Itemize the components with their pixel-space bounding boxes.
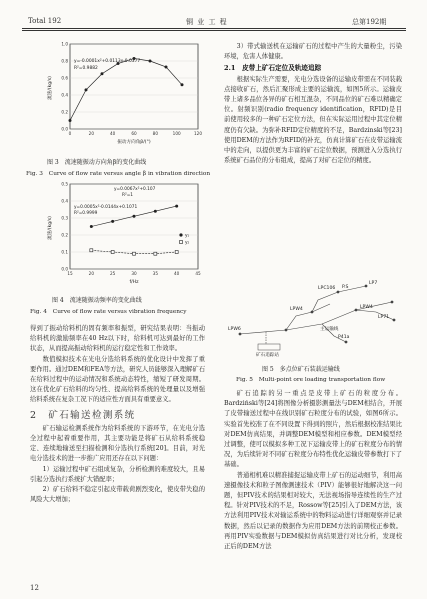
fig4-ylabel: 流速/(kg/s)	[48, 216, 53, 240]
data-point-y2	[133, 252, 136, 255]
data-point-y2	[90, 249, 93, 252]
label-lp71: LP71	[378, 315, 390, 320]
x-tick-label: 20	[88, 271, 95, 276]
legend	[179, 233, 189, 245]
x-tick-label: 45	[195, 271, 201, 276]
data-point-y2	[175, 251, 178, 254]
legend-y2: y₂	[185, 240, 190, 246]
page-number: 12	[30, 584, 39, 592]
data-point-y1	[133, 215, 136, 218]
label-lp7: LP7	[369, 281, 378, 286]
right-column-top	[224, 42, 402, 166]
y-tick-label: 0.8	[61, 58, 68, 64]
plot-frame	[70, 184, 198, 269]
data-point	[165, 65, 168, 68]
y-tick-label: 0.3	[61, 215, 68, 221]
x-tick-label: 35	[152, 271, 159, 276]
x-tick-label: 40	[173, 271, 180, 276]
x-tick-label: 60	[131, 131, 137, 136]
diagram-fig5	[226, 272, 406, 364]
fig5-caption-en: Fig. 5 Multi-point ore loading transportation flow	[236, 377, 386, 383]
x-tick-label: 25	[109, 271, 116, 276]
fig3-caption-en: Fig. 3 Curve of flow rate versus angle β in vibration direction	[26, 171, 211, 177]
fig4-eq-lower: y=0.0005x²-0.0144x+0.1071	[74, 205, 138, 210]
chart-fig3	[22, 40, 212, 158]
header-center: 铜 业 工 程	[186, 18, 228, 26]
label-tracking-station: 矿石追踪站	[256, 353, 279, 358]
label-lpw4-b: LPW4	[360, 305, 373, 310]
tick-labels	[61, 42, 202, 137]
y-tick-label: 0.2	[61, 109, 68, 115]
label-lpw4-a: LPW4	[290, 307, 303, 312]
fig5-caption-cn: 图 5 多点位矿石装载运输线	[262, 366, 340, 373]
y-tick-label: 0.0	[61, 266, 68, 272]
y-tick-label: 0.4	[61, 198, 68, 204]
header-right: 总第192期	[352, 18, 387, 26]
fig3-ylabel: 流速/(kg/s)	[48, 76, 53, 100]
data-point	[101, 72, 104, 75]
paragraph: 1）运输过程中矿石组成复杂，分析检测的难度较大，且易引起分选执行系统扩大错配率；	[30, 465, 205, 483]
data-point-y2	[111, 251, 114, 254]
subsection-title: 2.1 皮带上矿石定位及轨迹追踪	[224, 64, 322, 73]
x-tick-label: 80	[152, 131, 159, 136]
series-marks	[90, 205, 178, 256]
label-lpc106: LPC106	[318, 286, 336, 291]
y-tick-label: 0.4	[61, 92, 68, 98]
y-tick-label: 0.6	[61, 75, 68, 81]
data-point	[85, 88, 88, 91]
y-tick-label: 0.2	[61, 232, 68, 238]
fig3-r2: R²=0.9882	[74, 66, 98, 71]
paragraph: 得到了振动给料机的固有频率和振型，研究结果表明：当振动给料机的激励频率在40 Hz以下时，给料机可达到最好的工作状态，从而提高振动给料机的运行稳定性和工作效率。	[30, 325, 205, 353]
x-tick-label: 40	[109, 131, 116, 136]
label-main-line: 主运输线	[320, 327, 339, 332]
x-tick-label: 20	[88, 131, 95, 136]
y-tick-label: 0.1	[61, 249, 68, 255]
fig4-r2-lower: R²=0.9999	[74, 211, 98, 216]
left-column-body	[30, 324, 205, 505]
fig3-caption-cn: 图 3 流速随振动方向角β的变化曲线	[47, 159, 147, 166]
paragraph: 普通相机难以精准捕捉运输皮带上矿石的运动细节，利用高速摄像技术和粒子图像测速技术（PIV）能够很好地解决这一问题，但PIV技术的结果相对较大，无法视场指导连续性的生产过程。针对PIV技术的不足，Rossow等[25]引入了DEM方法，该方法利用PIV技术对输运系统中的物料运动进行详细观察并记录数据，然后以记录的数据作为应用DEM方法的前期校正参数。再用PIV实验数据与DEM模拟仿真结果进行对比分析，发现校正后的DEM方法	[224, 471, 402, 551]
x-tick-label: 100	[172, 131, 181, 136]
data-point-y1	[111, 220, 114, 223]
paragraph: 数值模拟技术在光电分选给料系统的优化设计中发挥了重要作用。通过DEM和FEA等方法，研究人员能够深入理解矿石在给料过程中的运动情况和系统动态特性，缩短了研发周期。这在优化矿石给料的均匀性、提高给料系统的处理量以及增强给料系统在复杂工况下的适应性方面具有重要意义。	[30, 355, 205, 404]
fig4-caption-cn: 图 4 流速随振动频率的变化曲线	[52, 297, 142, 304]
section-title: 2 矿石输送检测系统	[30, 409, 136, 421]
paragraph: 矿石追踪的另一重点是皮带上矿石的粒度分布。Bardziński等[24]将图像分析摄影测量法与DEM相结合，开展了皮带输送过程中在线识别矿石粒度分布的试验，如图6所示。实验首先校准了在不同设置下得到的照片，然后根据校准结果比对DEM仿真结果，并调整DEM模型和相应参数。DEM模型经过调整，使可以模拟多种工况下运输皮带上的矿石粒度分布的情况，为后续针对不同矿石粒度分布特性优化运输皮带参数打下了基础。	[224, 390, 402, 469]
data-point-y1	[154, 210, 157, 213]
fig4-r2-upper: R²=1	[122, 193, 134, 198]
header-rule	[22, 28, 406, 29]
fig4-eq-upper: y=0.0067x²+0.107	[114, 187, 156, 192]
ore-tracking-station	[258, 344, 280, 350]
gridlines	[70, 184, 198, 269]
header-rule-thin	[22, 30, 406, 31]
right-column-bottom	[224, 389, 402, 552]
data-point	[149, 60, 152, 63]
data-point	[69, 119, 72, 122]
data-point	[181, 83, 184, 86]
paragraph: 根据实际生产需要，光电分选设备的运输皮带需在不同装载点接收矿石，然后汇聚形成主要的运输流，如图5所示。运输皮带上诸多品位各异的矿石相互混杂，不同品位的矿石难以精确定位。射频识别(radio frequency identification，RFID)是目前使用较多的一种矿石定位方法，但在实际运用过程中其定位精度仍有欠缺。为弥补RFID定位精度的不足，Bardzinski等[23]使用DEM的方法作为RFID的补充，仿真计算矿石在皮带运输流中的走向，以提供更为丰富的矿石定位数据，预测进入分选执行系统矿石品位的分布组成，提高了对矿石定位的精度。	[224, 75, 402, 165]
data-point-y2	[154, 252, 157, 255]
data-point-y1	[90, 225, 93, 228]
fig3-equation: y=-0.0001x²+0.0113x-0.0377	[74, 59, 141, 64]
label-lpw6: LPW6	[228, 327, 241, 332]
y-tick-label: 0.5	[61, 181, 68, 187]
chart-fig4	[22, 180, 212, 298]
label-p41a: P41a	[338, 335, 350, 340]
x-tick-label: 15	[67, 271, 73, 276]
paragraph: 3）带式输送机在运输矿石的过程中产生的大量粉尘，污染环境，危害人体健康。	[224, 43, 402, 61]
legend-y1: y₁	[185, 233, 190, 239]
paragraph: 2）矿石给料不稳定引起皮带载荷剧烈变化，使皮带失稳的风险大大增加；	[30, 486, 205, 504]
data-point-y1	[175, 205, 178, 208]
y-tick-label: 0.0	[61, 126, 68, 132]
header-left: Total 192	[28, 17, 62, 25]
paragraph: 矿石输运检测系统作为给料系统的下游环节，在光电分选全过程中起着重要作用，其主要功能是将矿石从给料系统稳定、连续地输送至扫描检测和分选执行系统[20]。目前，对光电分选技术的进一步推广应用还存在以下问题：	[30, 424, 205, 463]
label-ps: P.S	[342, 285, 349, 290]
x-tick-label: 30	[131, 271, 137, 276]
fig4-xlabel: f/Hz	[129, 280, 139, 285]
x-tick-label: 0	[68, 131, 72, 136]
fig4-caption-en: Fig. 4 Curve of flow rate versus vibration frequency	[30, 309, 187, 315]
x-tick-label: 120	[194, 131, 202, 136]
y-tick-label: 1.0	[61, 41, 68, 47]
fig3-xlabel: 振动方向角β/(°)	[117, 140, 151, 145]
